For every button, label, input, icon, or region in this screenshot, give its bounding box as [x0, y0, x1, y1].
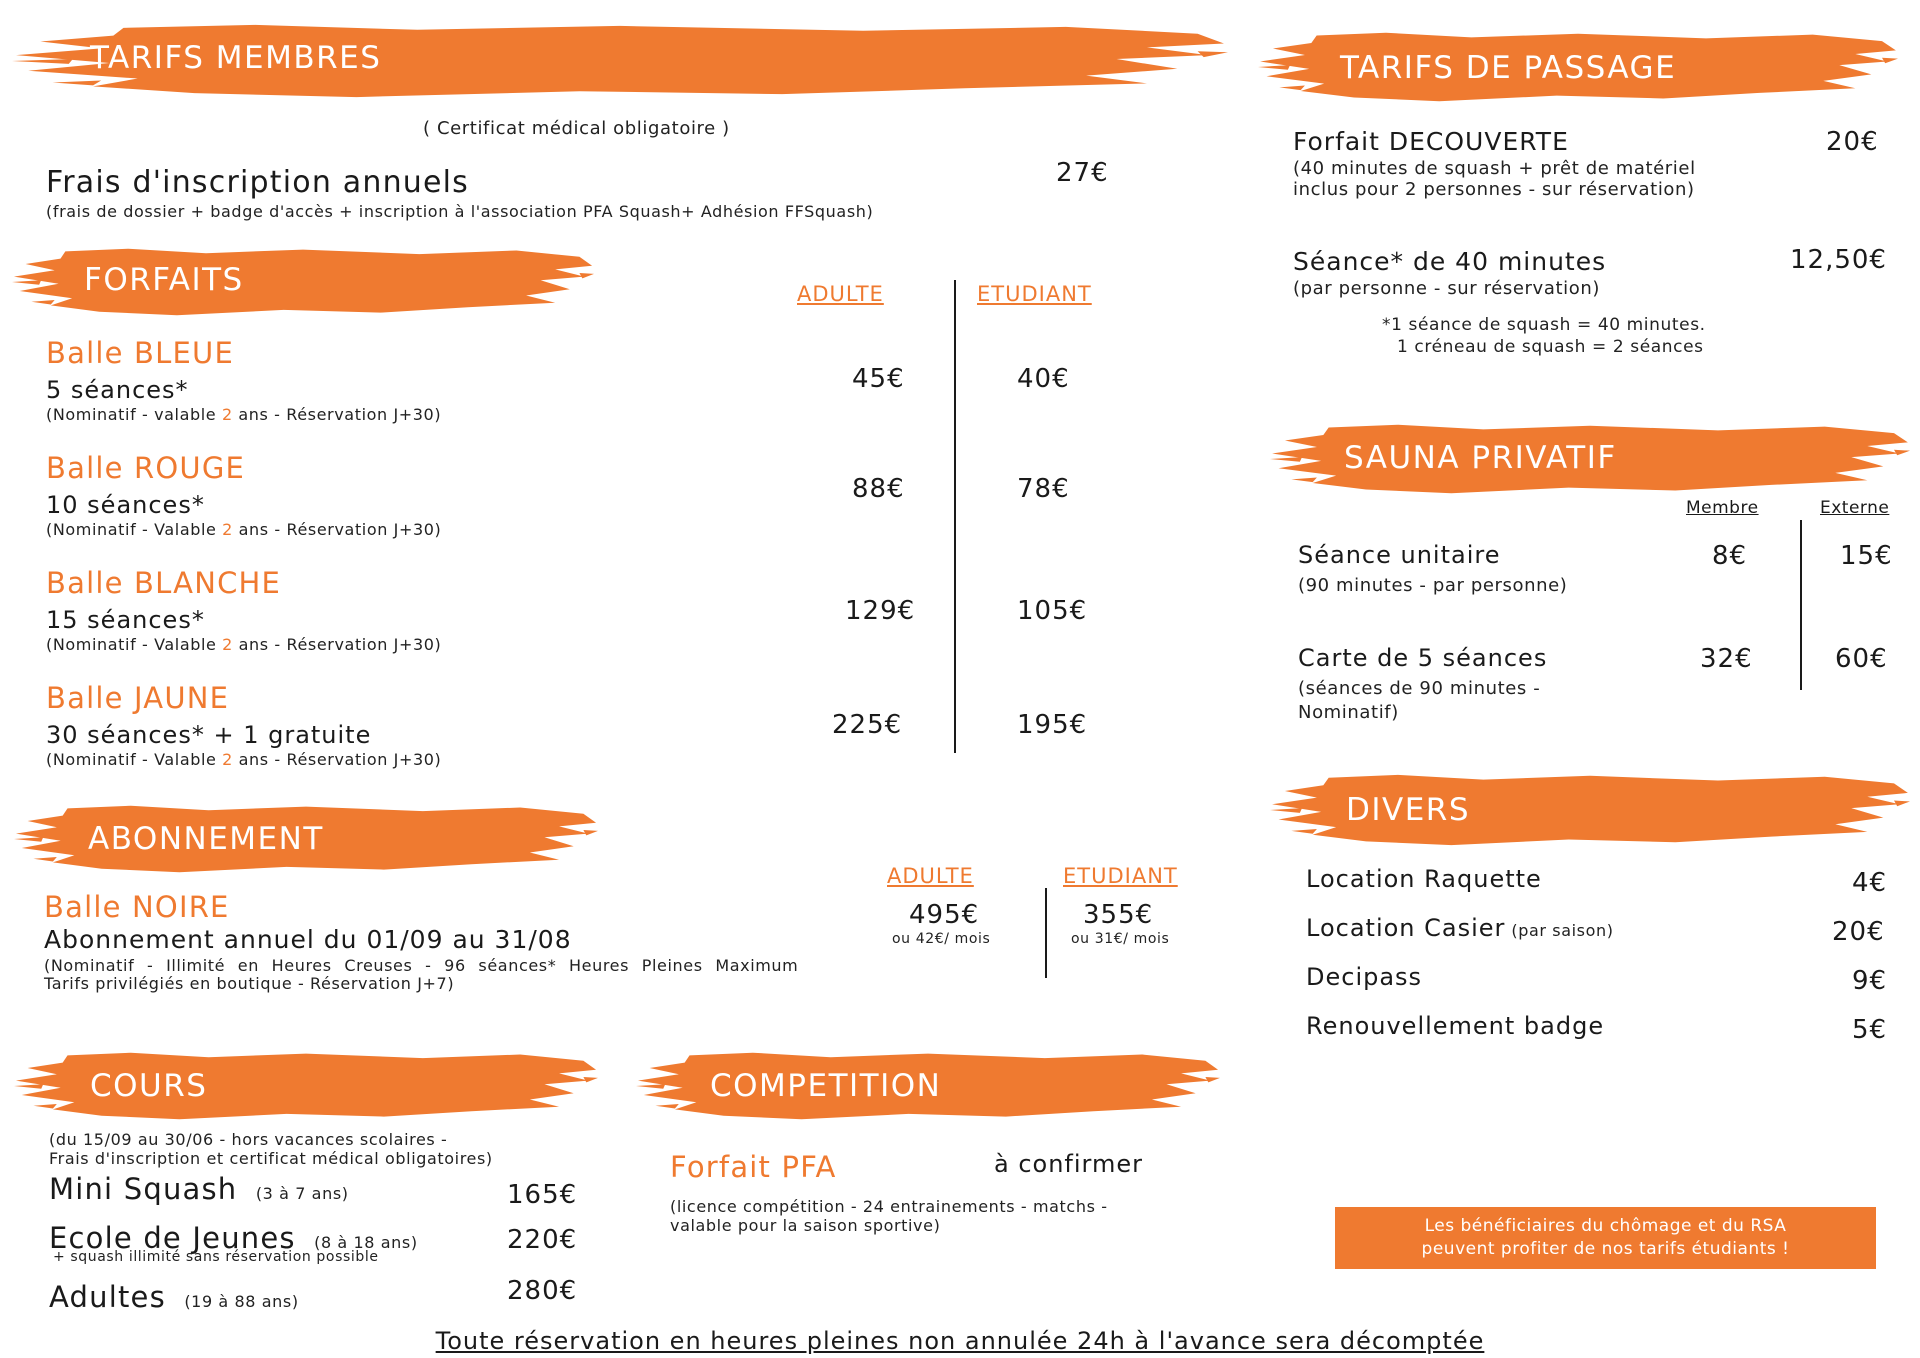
- abonnement-ball: Balle NOIRE: [44, 890, 230, 924]
- section-title-membres: TARIFS MEMBRES: [90, 40, 382, 76]
- note-part: ans - Réservation J+30): [232, 750, 442, 769]
- abonnement-divider: [1045, 888, 1047, 978]
- forfait-price-etudiant: 78€: [1017, 474, 1070, 504]
- sauna-price-membre: 8€: [1712, 541, 1748, 571]
- abonnement-col-etudiant: ETUDIANT: [1063, 864, 1178, 888]
- section-title-passage: TARIFS DE PASSAGE: [1340, 50, 1677, 86]
- section-title-competition: COMPETITION: [710, 1068, 942, 1104]
- forfait-price-etudiant: 40€: [1017, 364, 1070, 394]
- abonnement-note-1: (Nominatif - Illimité en Heures Creuses - 96 séances* Heures Pleines Maximum: [44, 956, 799, 975]
- abonnement-adulte-price: 495€: [909, 900, 980, 930]
- ball-name: BLEUE: [134, 336, 234, 370]
- sauna-item-note: (séances de 90 minutes -: [1298, 678, 1541, 699]
- divers-item: [1306, 914, 1614, 942]
- sauna-col-membre: Membre: [1686, 498, 1759, 518]
- divers-label: Location Raquette: [1306, 865, 1542, 893]
- cours-note-2: Frais d'inscription et certificat médical obligatoires): [49, 1149, 493, 1168]
- note-part: ans - Réservation J+30): [232, 520, 442, 539]
- forfaits-col-etudiant: ETUDIANT: [977, 282, 1092, 306]
- forfait-ball-rouge: [46, 451, 245, 485]
- abonnement-adulte-month: ou 42€/ mois: [892, 931, 991, 947]
- note-part: ans - Réservation J+30): [232, 405, 442, 424]
- certificat-note: ( Certificat médical obligatoire ): [423, 118, 730, 139]
- divers-label: Renouvellement badge: [1306, 1012, 1605, 1040]
- inscription-price: 27€: [1056, 158, 1109, 188]
- forfait-note: [46, 635, 441, 654]
- cours-label: Mini Squash: [49, 1172, 238, 1206]
- abonnement-etudiant-price: 355€: [1083, 900, 1154, 930]
- sauna-price-externe: 15€: [1840, 541, 1893, 571]
- ball-name: BLANCHE: [134, 566, 282, 600]
- forfait-ball-bleue: [46, 336, 234, 370]
- decouverte-price: 20€: [1826, 127, 1879, 157]
- banner-competition: [636, 1050, 1220, 1122]
- sauna-item-note-2: Nominatif): [1298, 702, 1399, 723]
- competition-note-2: valable pour la saison sportive): [670, 1216, 941, 1235]
- seance-price: 12,50€: [1790, 245, 1887, 275]
- competition-label: Forfait PFA: [670, 1150, 837, 1184]
- info-box: [1335, 1207, 1876, 1269]
- forfait-sessions: 15 séances*: [46, 606, 205, 634]
- ball-name: JAUNE: [134, 681, 230, 715]
- cours-price: 280€: [507, 1276, 578, 1306]
- ball-name: ROUGE: [134, 451, 246, 485]
- cours-item-adultes: [49, 1280, 299, 1314]
- cours-label: Ecole de Jeunes: [49, 1221, 296, 1255]
- decouverte-note-2: inclus pour 2 personnes - sur réservation): [1293, 179, 1695, 200]
- cours-price: 165€: [507, 1180, 578, 1210]
- cours-age: (3 à 7 ans): [255, 1184, 349, 1203]
- banner-forfaits: [12, 246, 594, 318]
- competition-note-1: (licence compétition - 24 entrainements - matchs -: [670, 1197, 1108, 1216]
- seance-label: Séance* de 40 minutes: [1293, 247, 1607, 276]
- forfait-sessions: 5 séances*: [46, 376, 189, 404]
- divers-item: [1306, 963, 1422, 991]
- decouverte-label: Forfait DECOUVERTE: [1293, 127, 1569, 156]
- note-part: (Nominatif - Valable: [46, 750, 223, 769]
- passage-footnote-1: *1 séance de squash = 40 minutes.: [1382, 315, 1706, 335]
- forfait-price-etudiant: 105€: [1017, 596, 1088, 626]
- note-years: 2: [222, 750, 233, 769]
- section-title-sauna: SAUNA PRIVATIF: [1344, 440, 1617, 476]
- info-line-2: peuvent profiter de nos tarifs étudiants !: [1421, 1239, 1790, 1259]
- abonnement-note-2: Tarifs privilégiés en boutique - Réservation J+7): [44, 974, 455, 993]
- divers-item: [1306, 865, 1542, 893]
- divers-price: 5€: [1852, 1015, 1888, 1045]
- banner-cours: [14, 1050, 598, 1122]
- cours-age: (8 à 18 ans): [314, 1233, 418, 1252]
- note-part: ans - Réservation J+30): [232, 635, 442, 654]
- forfait-price-adulte: 88€: [852, 474, 905, 504]
- cours-label: Adultes: [49, 1280, 166, 1314]
- forfait-note: [46, 520, 441, 539]
- ball-prefix: Balle: [46, 451, 135, 485]
- abonnement-label: Abonnement annuel du 01/09 au 31/08: [44, 925, 572, 954]
- forfait-sessions: 10 séances*: [46, 491, 205, 519]
- forfait-price-adulte: 45€: [852, 364, 905, 394]
- info-line-1: Les bénéficiaires du chômage et du RSA: [1424, 1216, 1787, 1236]
- footer-notice: Toute réservation en heures pleines non annulée 24h à l'avance sera décomptée: [435, 1327, 1485, 1355]
- forfait-note: [46, 750, 441, 769]
- note-part: (Nominatif - Valable: [46, 520, 223, 539]
- cours-sub: + squash illimité sans réservation possible: [53, 1249, 379, 1265]
- section-title-forfaits: FORFAITS: [84, 262, 244, 298]
- note-years: 2: [222, 635, 233, 654]
- inscription-label: Frais d'inscription annuels: [46, 165, 470, 200]
- note-part: (Nominatif - valable: [46, 405, 222, 424]
- cours-age: (19 à 88 ans): [184, 1292, 299, 1311]
- sauna-item-label: Carte de 5 séances: [1298, 644, 1548, 672]
- abonnement-etudiant-month: ou 31€/ mois: [1071, 931, 1170, 947]
- forfait-price-adulte: 225€: [832, 710, 903, 740]
- divers-item: [1306, 1012, 1604, 1040]
- banner-sauna: [1270, 422, 1910, 496]
- section-title-abonnement: ABONNEMENT: [88, 821, 324, 857]
- forfaits-col-adulte: ADULTE: [797, 282, 884, 306]
- forfait-sessions: 30 séances* + 1 gratuite: [46, 721, 372, 749]
- ball-prefix: Balle: [46, 566, 135, 600]
- forfaits-divider: [954, 280, 956, 753]
- sauna-col-externe: Externe: [1820, 498, 1890, 518]
- divers-extra: (par saison): [1511, 921, 1614, 940]
- passage-footnote-2: 1 créneau de squash = 2 séances: [1397, 337, 1704, 357]
- ball-prefix: Balle: [46, 336, 135, 370]
- competition-price: à confirmer: [994, 1150, 1143, 1178]
- inscription-note: (frais de dossier + badge d'accès + inscription à l'association PFA Squash+ Adhésion FFSquash): [46, 202, 874, 221]
- decouverte-note-1: (40 minutes de squash + prêt de matériel: [1293, 158, 1696, 179]
- divers-label: Location Casier: [1306, 914, 1506, 942]
- section-title-cours: COURS: [90, 1068, 208, 1104]
- forfait-ball-jaune: [46, 681, 229, 715]
- banner-tarifs-passage: [1258, 30, 1898, 104]
- ball-prefix: Balle: [46, 681, 135, 715]
- divers-price: 4€: [1852, 868, 1888, 898]
- note-part: (Nominatif - Valable: [46, 635, 223, 654]
- sauna-item-label: Séance unitaire: [1298, 541, 1501, 569]
- seance-note: (par personne - sur réservation): [1293, 278, 1600, 299]
- divers-price: 9€: [1852, 966, 1888, 996]
- forfait-note: [46, 405, 441, 424]
- abonnement-col-adulte: ADULTE: [887, 864, 974, 888]
- divers-label: Decipass: [1306, 963, 1423, 991]
- note-years: 2: [221, 405, 233, 424]
- banner-divers: [1270, 772, 1910, 848]
- cours-note-1: (du 15/09 au 30/06 - hors vacances scolaires -: [49, 1130, 448, 1149]
- forfait-price-etudiant: 195€: [1017, 710, 1088, 740]
- cours-price: 220€: [507, 1225, 578, 1255]
- sauna-divider: [1800, 520, 1802, 690]
- section-title-divers: DIVERS: [1346, 792, 1471, 828]
- forfait-ball-blanche: [46, 566, 281, 600]
- divers-price: 20€: [1832, 917, 1885, 947]
- sauna-price-membre: 32€: [1700, 644, 1753, 674]
- banner-abonnement: [14, 803, 598, 875]
- note-years: 2: [222, 520, 233, 539]
- cours-item-mini-squash: [49, 1172, 349, 1206]
- sauna-price-externe: 60€: [1835, 644, 1888, 674]
- forfait-price-adulte: 129€: [845, 596, 916, 626]
- banner-tarifs-membres: [12, 22, 1228, 100]
- sauna-item-note: (90 minutes - par personne): [1298, 575, 1568, 596]
